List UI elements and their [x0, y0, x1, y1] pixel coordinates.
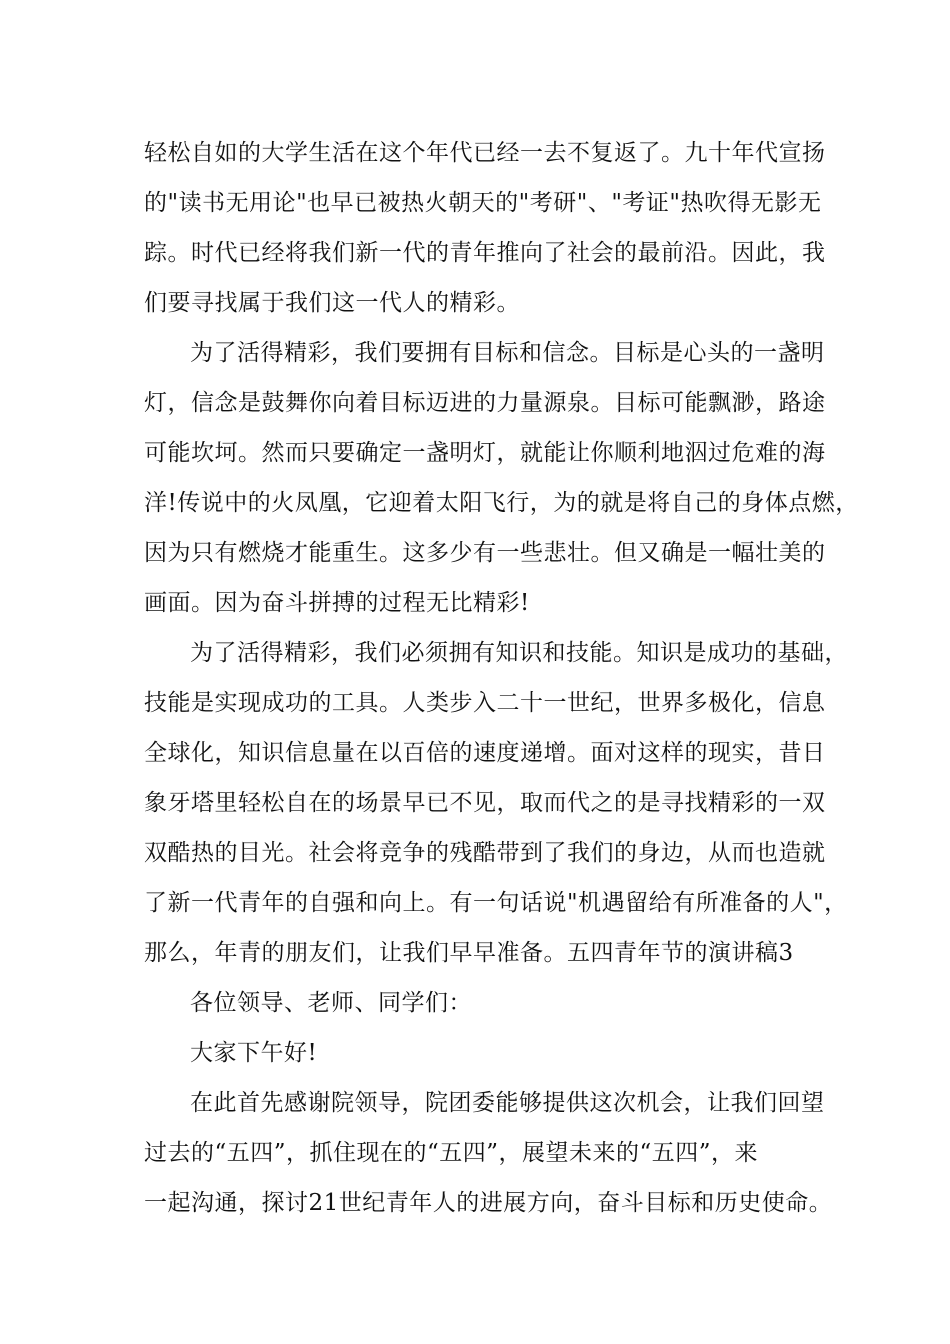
text-line: 过去的“五四”，抓住现在的“五四”，展望未来的“五四”，来	[144, 1140, 759, 1166]
text-line: 全球化，知识信息量在以百倍的速度递增。面对这样的现实，昔日	[144, 740, 826, 766]
text-line: 灯，信念是鼓舞你向着目标迈进的力量源泉。目标可能飘渺，路途	[144, 390, 826, 416]
text-line: 一起沟通，探讨21世纪青年人的进展方向，奋斗目标和历史使命。	[144, 1190, 833, 1216]
salutation-line: 各位领导、老师、同学们：	[190, 990, 472, 1016]
text-line: 画面。因为奋斗拼搏的过程无比精彩!	[144, 590, 530, 616]
text-line: 可能坎坷。然而只要确定一盏明灯，就能让你顺利地泅过危难的海	[144, 440, 826, 466]
text-line: 洋!传说中的火凤凰，它迎着太阳飞行，为的就是将自己的身体点燃，	[144, 490, 859, 516]
text-line: 们要寻找属于我们这一代人的精彩。	[144, 290, 520, 316]
text-line: 的"读书无用论"也早已被热火朝天的"考研"、"考证"热吹得无影无	[144, 190, 822, 216]
text-line: 技能是实现成功的工具。人类步入二十一世纪，世界多极化，信息	[144, 690, 826, 716]
document-body	[144, 128, 859, 1228]
text-line: 因为只有燃烧才能重生。这多少有一些悲壮。但又确是一幅壮美的	[144, 540, 826, 566]
text-line: 为了活得精彩，我们必须拥有知识和技能。知识是成功的基础，	[190, 640, 848, 666]
text-line: 轻松自如的大学生活在这个年代已经一去不复返了。九十年代宣扬	[144, 140, 826, 166]
text-line: 在此首先感谢院领导，院团委能够提供这次机会，让我们回望	[190, 1090, 825, 1116]
text-line: 踪。时代已经将我们新一代的青年推向了社会的最前沿。因此，我	[144, 240, 826, 266]
text-line: 象牙塔里轻松自在的场景早已不见，取而代之的是寻找精彩的一双	[144, 790, 826, 816]
text-line: 为了活得精彩，我们要拥有目标和信念。目标是心头的一盏明	[190, 340, 825, 366]
text-line: 双酷热的目光。社会将竞争的残酷带到了我们的身边，从而也造就	[144, 840, 826, 866]
text-line: 了新一代青年的自强和向上。有一句话说"机遇留给有所准备的人"，	[144, 890, 848, 916]
text-line: 那么，年青的朋友们，让我们早早准备。五四青年节的演讲稿3	[144, 940, 794, 966]
greeting-line: 大家下午好!	[190, 1040, 318, 1066]
